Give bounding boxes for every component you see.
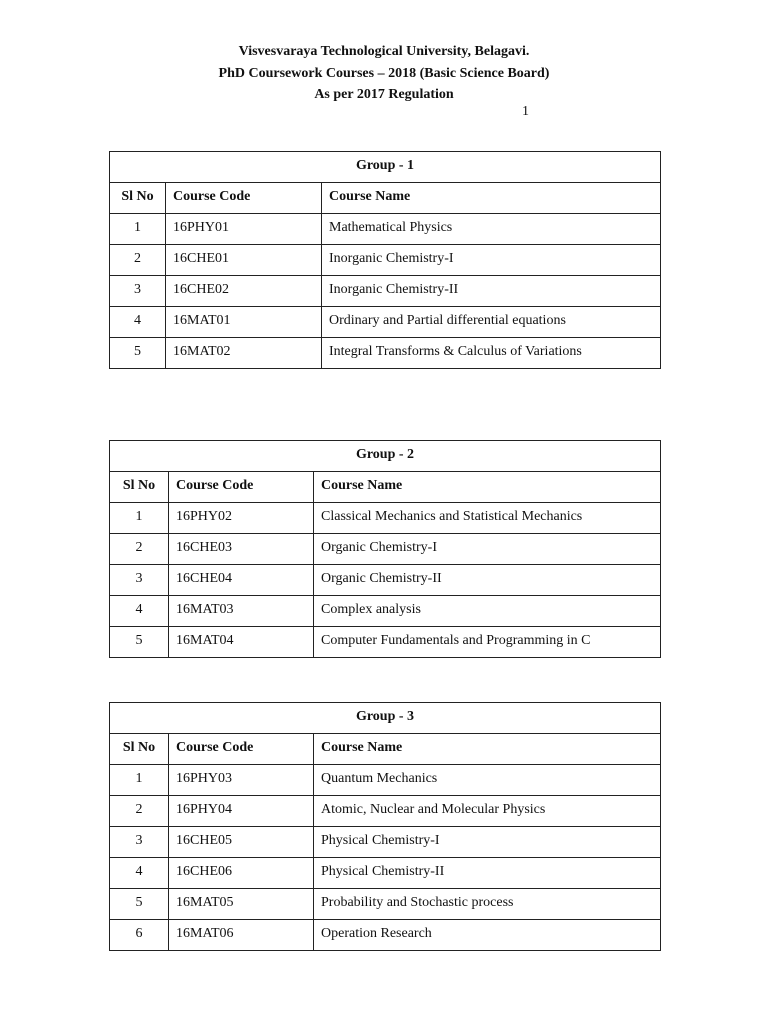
table-row [110, 503, 661, 534]
sl-no-cell: 2 [110, 534, 169, 565]
table-header-row [110, 472, 661, 503]
course-name-header: Course Name [314, 472, 661, 503]
course-name-header: Course Name [322, 183, 661, 214]
university-name: Visvesvaraya Technological University, Belagavi. [238, 44, 530, 59]
course-code-header: Course Code [169, 734, 314, 765]
table-row [110, 565, 661, 596]
sl-no-cell: 4 [110, 596, 169, 627]
course-name-cell: Mathematical Physics [322, 214, 661, 245]
sl-no-cell: 2 [110, 245, 166, 276]
table-row [110, 796, 661, 827]
course-code-header: Course Code [169, 472, 314, 503]
sl-no-header: Sl No [110, 183, 166, 214]
course-name-cell: Complex analysis [314, 596, 661, 627]
table-row [110, 214, 661, 245]
document-title: PhD Coursework Courses – 2018 (Basic Science Board) [218, 65, 550, 81]
sl-no-cell: 6 [110, 920, 169, 951]
sl-no-cell: 3 [110, 565, 169, 596]
course-code-cell: 16CHE01 [166, 245, 322, 276]
course-code-cell: 16CHE02 [166, 276, 322, 307]
course-name-cell: Physical Chemistry-II [314, 858, 661, 889]
course-name-cell: Ordinary and Partial differential equations [322, 307, 661, 338]
table-row [110, 338, 661, 369]
table-header-row [110, 183, 661, 214]
sl-no-header: Sl No [110, 734, 169, 765]
course-code-cell: 16PHY04 [169, 796, 314, 827]
sl-no-cell: 3 [110, 276, 166, 307]
course-code-cell: 16MAT02 [166, 338, 322, 369]
sl-no-cell: 4 [110, 858, 169, 889]
course-name-cell: Probability and Stochastic process [314, 889, 661, 920]
document-header [0, 41, 768, 106]
sl-no-cell: 1 [110, 214, 166, 245]
sl-no-cell: 3 [110, 827, 169, 858]
sl-no-cell: 5 [110, 889, 169, 920]
sl-no-cell: 4 [110, 307, 166, 338]
course-name-cell: Classical Mechanics and Statistical Mechanics [314, 503, 661, 534]
course-name-cell: Organic Chemistry-II [314, 565, 661, 596]
sl-no-cell: 2 [110, 796, 169, 827]
course-code-cell: 16MAT06 [169, 920, 314, 951]
table-row [110, 627, 661, 658]
course-code-cell: 16PHY02 [169, 503, 314, 534]
course-code-cell: 16PHY01 [166, 214, 322, 245]
course-name-header: Course Name [314, 734, 661, 765]
group-1-table [109, 151, 661, 369]
course-name-cell: Inorganic Chemistry-I [322, 245, 661, 276]
table-row [110, 596, 661, 627]
sl-no-cell: 1 [110, 503, 169, 534]
group-title: Group - 2 [110, 441, 661, 472]
course-name-cell: Integral Transforms & Calculus of Variations [322, 338, 661, 369]
course-code-cell: 16CHE03 [169, 534, 314, 565]
course-name-cell: Organic Chemistry-I [314, 534, 661, 565]
course-name-cell: Operation Research [314, 920, 661, 951]
table-header-row [110, 734, 661, 765]
regulation-line: As per 2017 Regulation [314, 87, 454, 102]
group-title: Group - 3 [110, 703, 661, 734]
sl-no-cell: 1 [110, 765, 169, 796]
group-title: Group - 1 [110, 152, 661, 183]
course-code-cell: 16CHE06 [169, 858, 314, 889]
table-row [110, 307, 661, 338]
table-row [110, 245, 661, 276]
course-code-cell: 16CHE05 [169, 827, 314, 858]
sl-no-cell: 5 [110, 338, 166, 369]
course-code-cell: 16MAT05 [169, 889, 314, 920]
course-name-cell: Physical Chemistry-I [314, 827, 661, 858]
table-row [110, 920, 661, 951]
course-code-cell: 16CHE04 [169, 565, 314, 596]
course-code-cell: 16MAT01 [166, 307, 322, 338]
course-name-cell: Atomic, Nuclear and Molecular Physics [314, 796, 661, 827]
course-code-cell: 16PHY03 [169, 765, 314, 796]
table-row [110, 534, 661, 565]
course-code-cell: 16MAT03 [169, 596, 314, 627]
table-row [110, 858, 661, 889]
course-name-cell: Computer Fundamentals and Programming in C [314, 627, 661, 658]
group-2-table [109, 440, 661, 658]
table-row [110, 276, 661, 307]
table-row [110, 765, 661, 796]
group-3-table [109, 702, 661, 951]
table-row [110, 827, 661, 858]
sl-no-header: Sl No [110, 472, 169, 503]
sl-no-cell: 5 [110, 627, 169, 658]
table-row [110, 889, 661, 920]
page-number: 1 [522, 104, 529, 119]
course-name-cell: Inorganic Chemistry-II [322, 276, 661, 307]
course-code-header: Course Code [166, 183, 322, 214]
course-name-cell: Quantum Mechanics [314, 765, 661, 796]
course-code-cell: 16MAT04 [169, 627, 314, 658]
